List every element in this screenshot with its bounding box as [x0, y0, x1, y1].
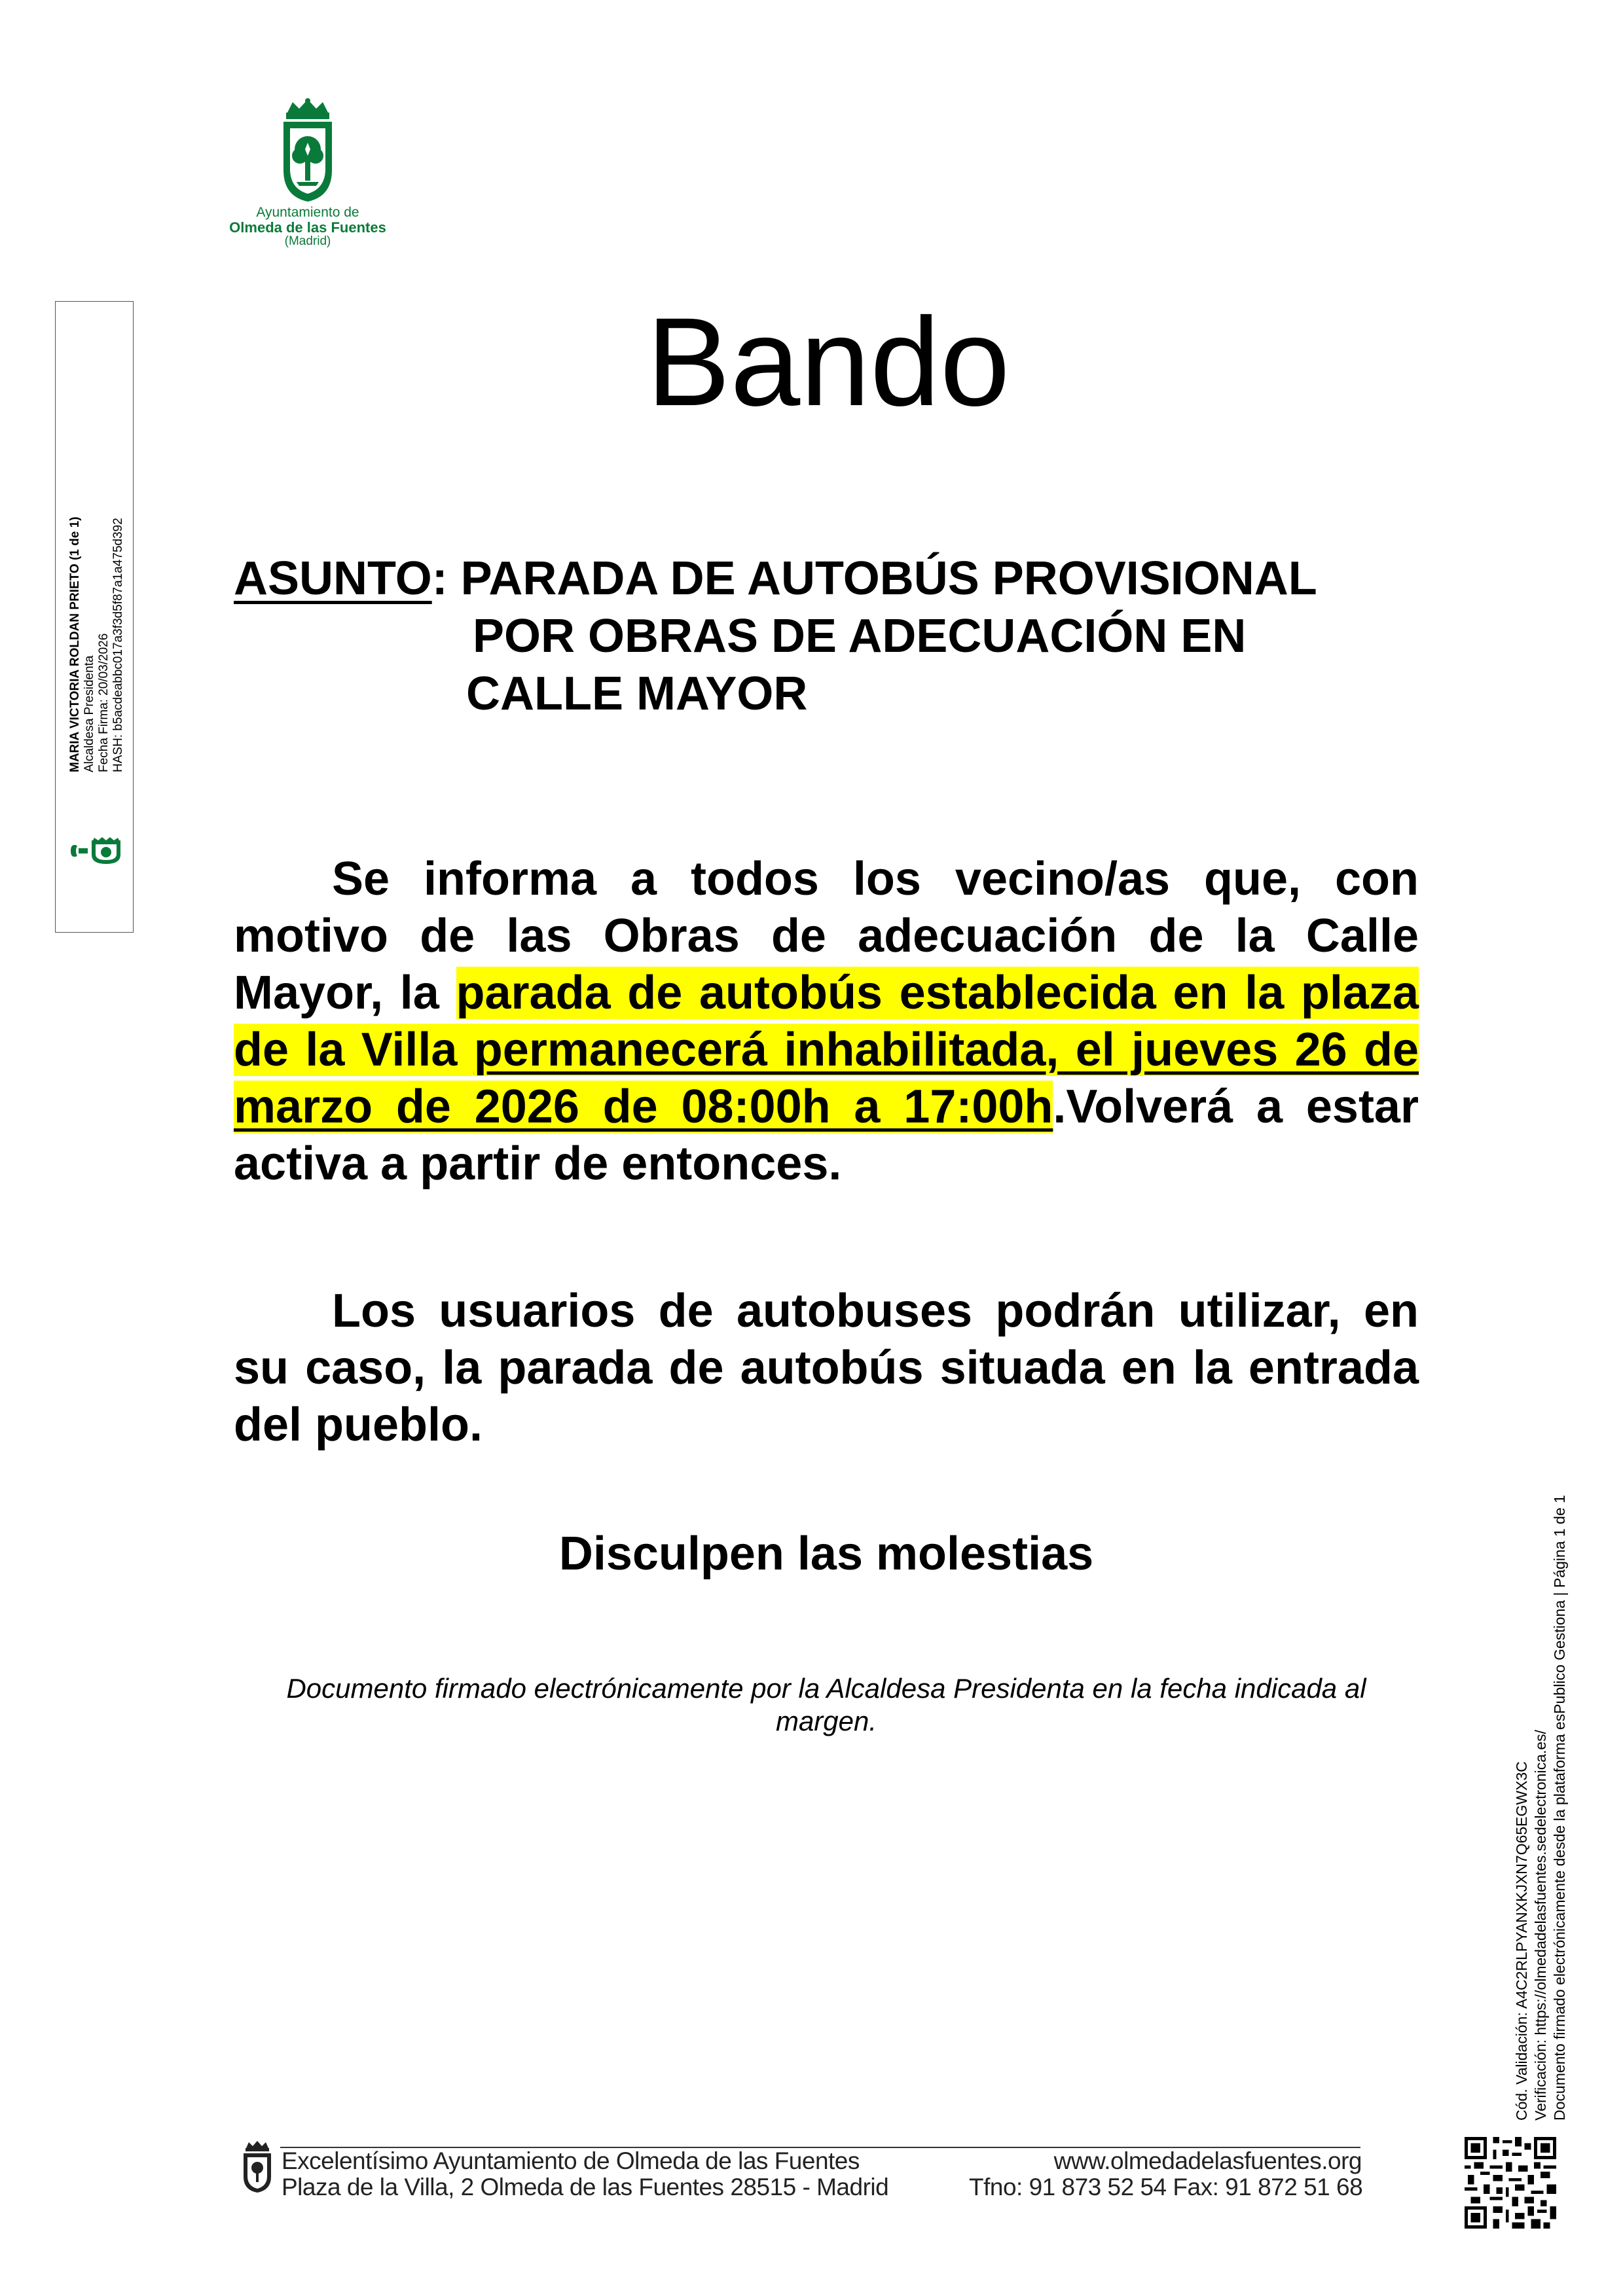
closing-line: Disculpen las molestias	[558, 1528, 1094, 1580]
validation-code: Cód. Validación: A4C2RLPYANXKJXN7Q65EGWX3C	[1513, 1761, 1530, 2121]
notice-paragraph-2	[234, 1283, 1419, 1454]
electronic-signature-note: Documento firmado electrónicamente por la Alcaldesa Presidenta en la fecha indicada al margen.	[286, 1673, 1366, 1736]
signature-hash: HASH: b5acdeabbc017a3f3d5f87a1a475d392	[111, 518, 125, 772]
signer-role: Alcaldesa Presidenta	[82, 655, 96, 772]
subject-block	[234, 550, 1445, 723]
logo-text-line1: Ayuntamiento de	[256, 205, 359, 220]
signature-seal-icon	[68, 836, 123, 865]
subject-label: ASUNTO	[234, 552, 432, 605]
footer-phones: Tfno: 91 873 52 54 Fax: 91 872 51 68	[969, 2174, 1363, 2200]
footer-organization: Excelentísimo Ayuntamiento de Olmeda de las Fuentes	[282, 2147, 860, 2174]
subject-line1	[234, 550, 1445, 607]
subject-line2: POR OBRAS DE ADECUACIÓN EN	[473, 610, 1247, 662]
signer-name: MARIA VICTORIA ROLDAN PRIETO (1 de 1)	[68, 516, 82, 772]
para1-end: .Volverá a estar activa a partir de entonces.	[234, 1081, 1419, 1190]
validation-panel	[1512, 1401, 1569, 2121]
para1-highlight: parada de autobús establecida en la plaza de la Villa	[234, 967, 1419, 1076]
coat-of-arms-icon	[278, 98, 337, 203]
signature-date: Fecha Firma: 20/03/2026	[97, 633, 111, 772]
qr-code-icon	[1465, 2137, 1556, 2229]
footer-address: Plaza de la Villa, 2 Olmeda de las Fuentes 28515 - Madrid	[282, 2174, 889, 2200]
footer-website-link[interactable]: www.olmedadelasfuentes.org	[1053, 2147, 1362, 2174]
signature-details	[68, 484, 126, 772]
municipal-logo	[229, 98, 386, 249]
para1-underlined-highlight: permanecerá inhabilitada, el jueves 26 de marzo de 2026 de 08:00h a 17:00h	[234, 1024, 1419, 1133]
verification-url: Verificación: https://olmedadelasfuentes.sedelectronica.es/	[1532, 1729, 1549, 2121]
logo-text-line3: (Madrid)	[284, 234, 331, 248]
logo-text-line2: Olmeda de las Fuentes	[229, 219, 386, 236]
para2-text: Los usuarios de autobuses podrán utilizar, en su caso, la parada de autobús situada en la entrada del pueblo.	[234, 1285, 1419, 1451]
subject-line3: CALLE MAYOR	[466, 668, 808, 720]
footer-coat-of-arms-icon	[241, 2140, 274, 2194]
subject-text: : PARADA DE AUTOBÚS PROVISIONAL	[431, 552, 1317, 605]
document-title: Bando	[646, 291, 1010, 432]
platform-note: Documento firmado electrónicamente desde la plataforma esPublico Gestiona | Página 1 de 1	[1551, 1495, 1568, 2121]
notice-paragraph-1	[234, 851, 1419, 1193]
para1-text: Se informa a todos los vecino/as que, con motivo de las Obras de adecuación de la Calle Mayor, la	[234, 853, 1419, 1019]
